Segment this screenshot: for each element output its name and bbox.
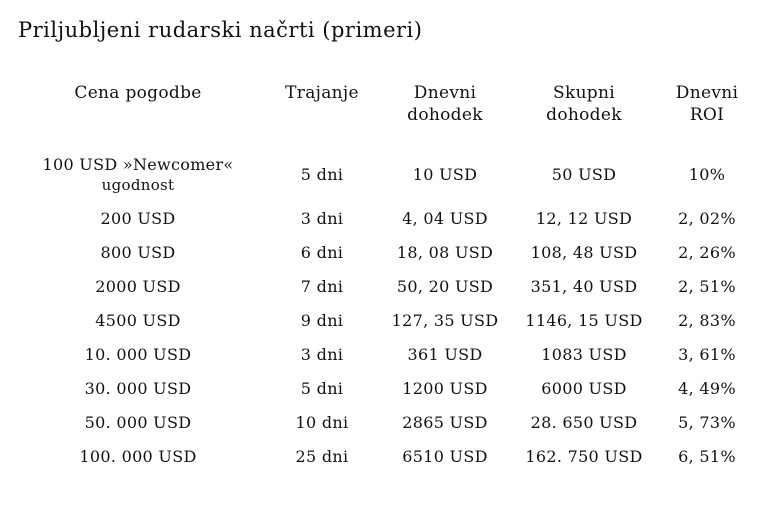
cell-duration: 10 dni bbox=[295, 413, 349, 432]
column-header-duration-line1: Trajanje bbox=[285, 83, 359, 103]
page-title: Priljubljeni rudarski načrti (primeri) bbox=[18, 18, 423, 42]
column-header-price-line1: Cena pogodbe bbox=[74, 83, 202, 103]
cell-daily-income: 10 USD bbox=[412, 165, 478, 184]
table-row bbox=[12, 148, 756, 202]
cell-duration: 9 dni bbox=[300, 311, 344, 330]
table-row bbox=[12, 270, 756, 304]
cell-daily-income: 6510 USD bbox=[402, 447, 488, 466]
table-row bbox=[12, 440, 756, 474]
cell-total-income: 162. 750 USD bbox=[525, 447, 643, 466]
cell-price: 200 USD bbox=[100, 209, 176, 228]
cell-price: 800 USD bbox=[100, 243, 176, 262]
cell-daily-income: 50, 20 USD bbox=[396, 277, 494, 296]
table-row bbox=[12, 304, 756, 338]
cell-total-income: 50 USD bbox=[551, 165, 617, 184]
cell-daily-income: 127, 35 USD bbox=[391, 311, 499, 330]
cell-price-sub: ugodnost bbox=[101, 176, 175, 194]
column-header-duration bbox=[264, 82, 380, 148]
column-header-daily-income-line2: dohodek bbox=[407, 105, 483, 125]
cell-duration: 7 dni bbox=[300, 277, 344, 296]
cell-price-main: 100 USD »Newcomer« bbox=[42, 155, 234, 174]
column-header-daily-roi-line1: Dnevni bbox=[675, 83, 739, 103]
column-header-daily-roi bbox=[658, 82, 756, 148]
cell-total-income: 1083 USD bbox=[541, 345, 627, 364]
column-header-price bbox=[12, 82, 264, 148]
cell-total-income: 6000 USD bbox=[541, 379, 627, 398]
cell-duration: 6 dni bbox=[300, 243, 344, 262]
cell-daily-roi: 5, 73% bbox=[678, 413, 736, 432]
cell-daily-roi: 4, 49% bbox=[678, 379, 736, 398]
table-row bbox=[12, 406, 756, 440]
cell-price bbox=[12, 148, 264, 202]
cell-duration: 3 dni bbox=[300, 209, 344, 228]
cell-daily-roi: 2, 02% bbox=[678, 209, 736, 228]
cell-daily-roi: 2, 51% bbox=[678, 277, 736, 296]
cell-daily-income: 18, 08 USD bbox=[396, 243, 494, 262]
cell-total-income: 28. 650 USD bbox=[530, 413, 638, 432]
cell-duration: 3 dni bbox=[300, 345, 344, 364]
table-header bbox=[12, 82, 756, 148]
table-row bbox=[12, 236, 756, 270]
column-header-total-income-line2: dohodek bbox=[546, 105, 622, 125]
column-header-daily-income-line1: Dnevni bbox=[413, 83, 477, 103]
cell-total-income: 1146, 15 USD bbox=[525, 311, 643, 330]
cell-price: 50. 000 USD bbox=[84, 413, 192, 432]
table-header-row bbox=[12, 82, 756, 148]
cell-daily-income: 361 USD bbox=[407, 345, 483, 364]
cell-daily-roi: 6, 51% bbox=[678, 447, 736, 466]
column-header-daily-income bbox=[380, 82, 510, 148]
column-header-daily-roi-line2: ROI bbox=[689, 105, 725, 125]
table-row bbox=[12, 338, 756, 372]
cell-price: 4500 USD bbox=[95, 311, 181, 330]
cell-price: 10. 000 USD bbox=[84, 345, 192, 364]
table-row bbox=[12, 202, 756, 236]
cell-duration: 5 dni bbox=[300, 165, 344, 184]
mining-plans-table bbox=[12, 82, 756, 474]
cell-daily-income: 4, 04 USD bbox=[402, 209, 488, 228]
cell-daily-roi: 2, 26% bbox=[678, 243, 736, 262]
cell-price: 30. 000 USD bbox=[84, 379, 192, 398]
cell-price: 2000 USD bbox=[95, 277, 181, 296]
cell-duration: 5 dni bbox=[300, 379, 344, 398]
cell-daily-income: 1200 USD bbox=[402, 379, 488, 398]
table-row bbox=[12, 372, 756, 406]
cell-total-income: 108, 48 USD bbox=[530, 243, 638, 262]
cell-price: 100. 000 USD bbox=[79, 447, 197, 466]
column-header-total-income bbox=[510, 82, 658, 148]
cell-daily-roi: 3, 61% bbox=[678, 345, 736, 364]
cell-daily-roi: 2, 83% bbox=[678, 311, 736, 330]
cell-daily-roi: 10% bbox=[688, 165, 726, 184]
cell-total-income: 351, 40 USD bbox=[530, 277, 638, 296]
cell-duration: 25 dni bbox=[295, 447, 349, 466]
cell-daily-income: 2865 USD bbox=[402, 413, 488, 432]
column-header-total-income-line1: Skupni bbox=[553, 83, 615, 103]
table-body bbox=[12, 148, 756, 474]
cell-total-income: 12, 12 USD bbox=[535, 209, 633, 228]
